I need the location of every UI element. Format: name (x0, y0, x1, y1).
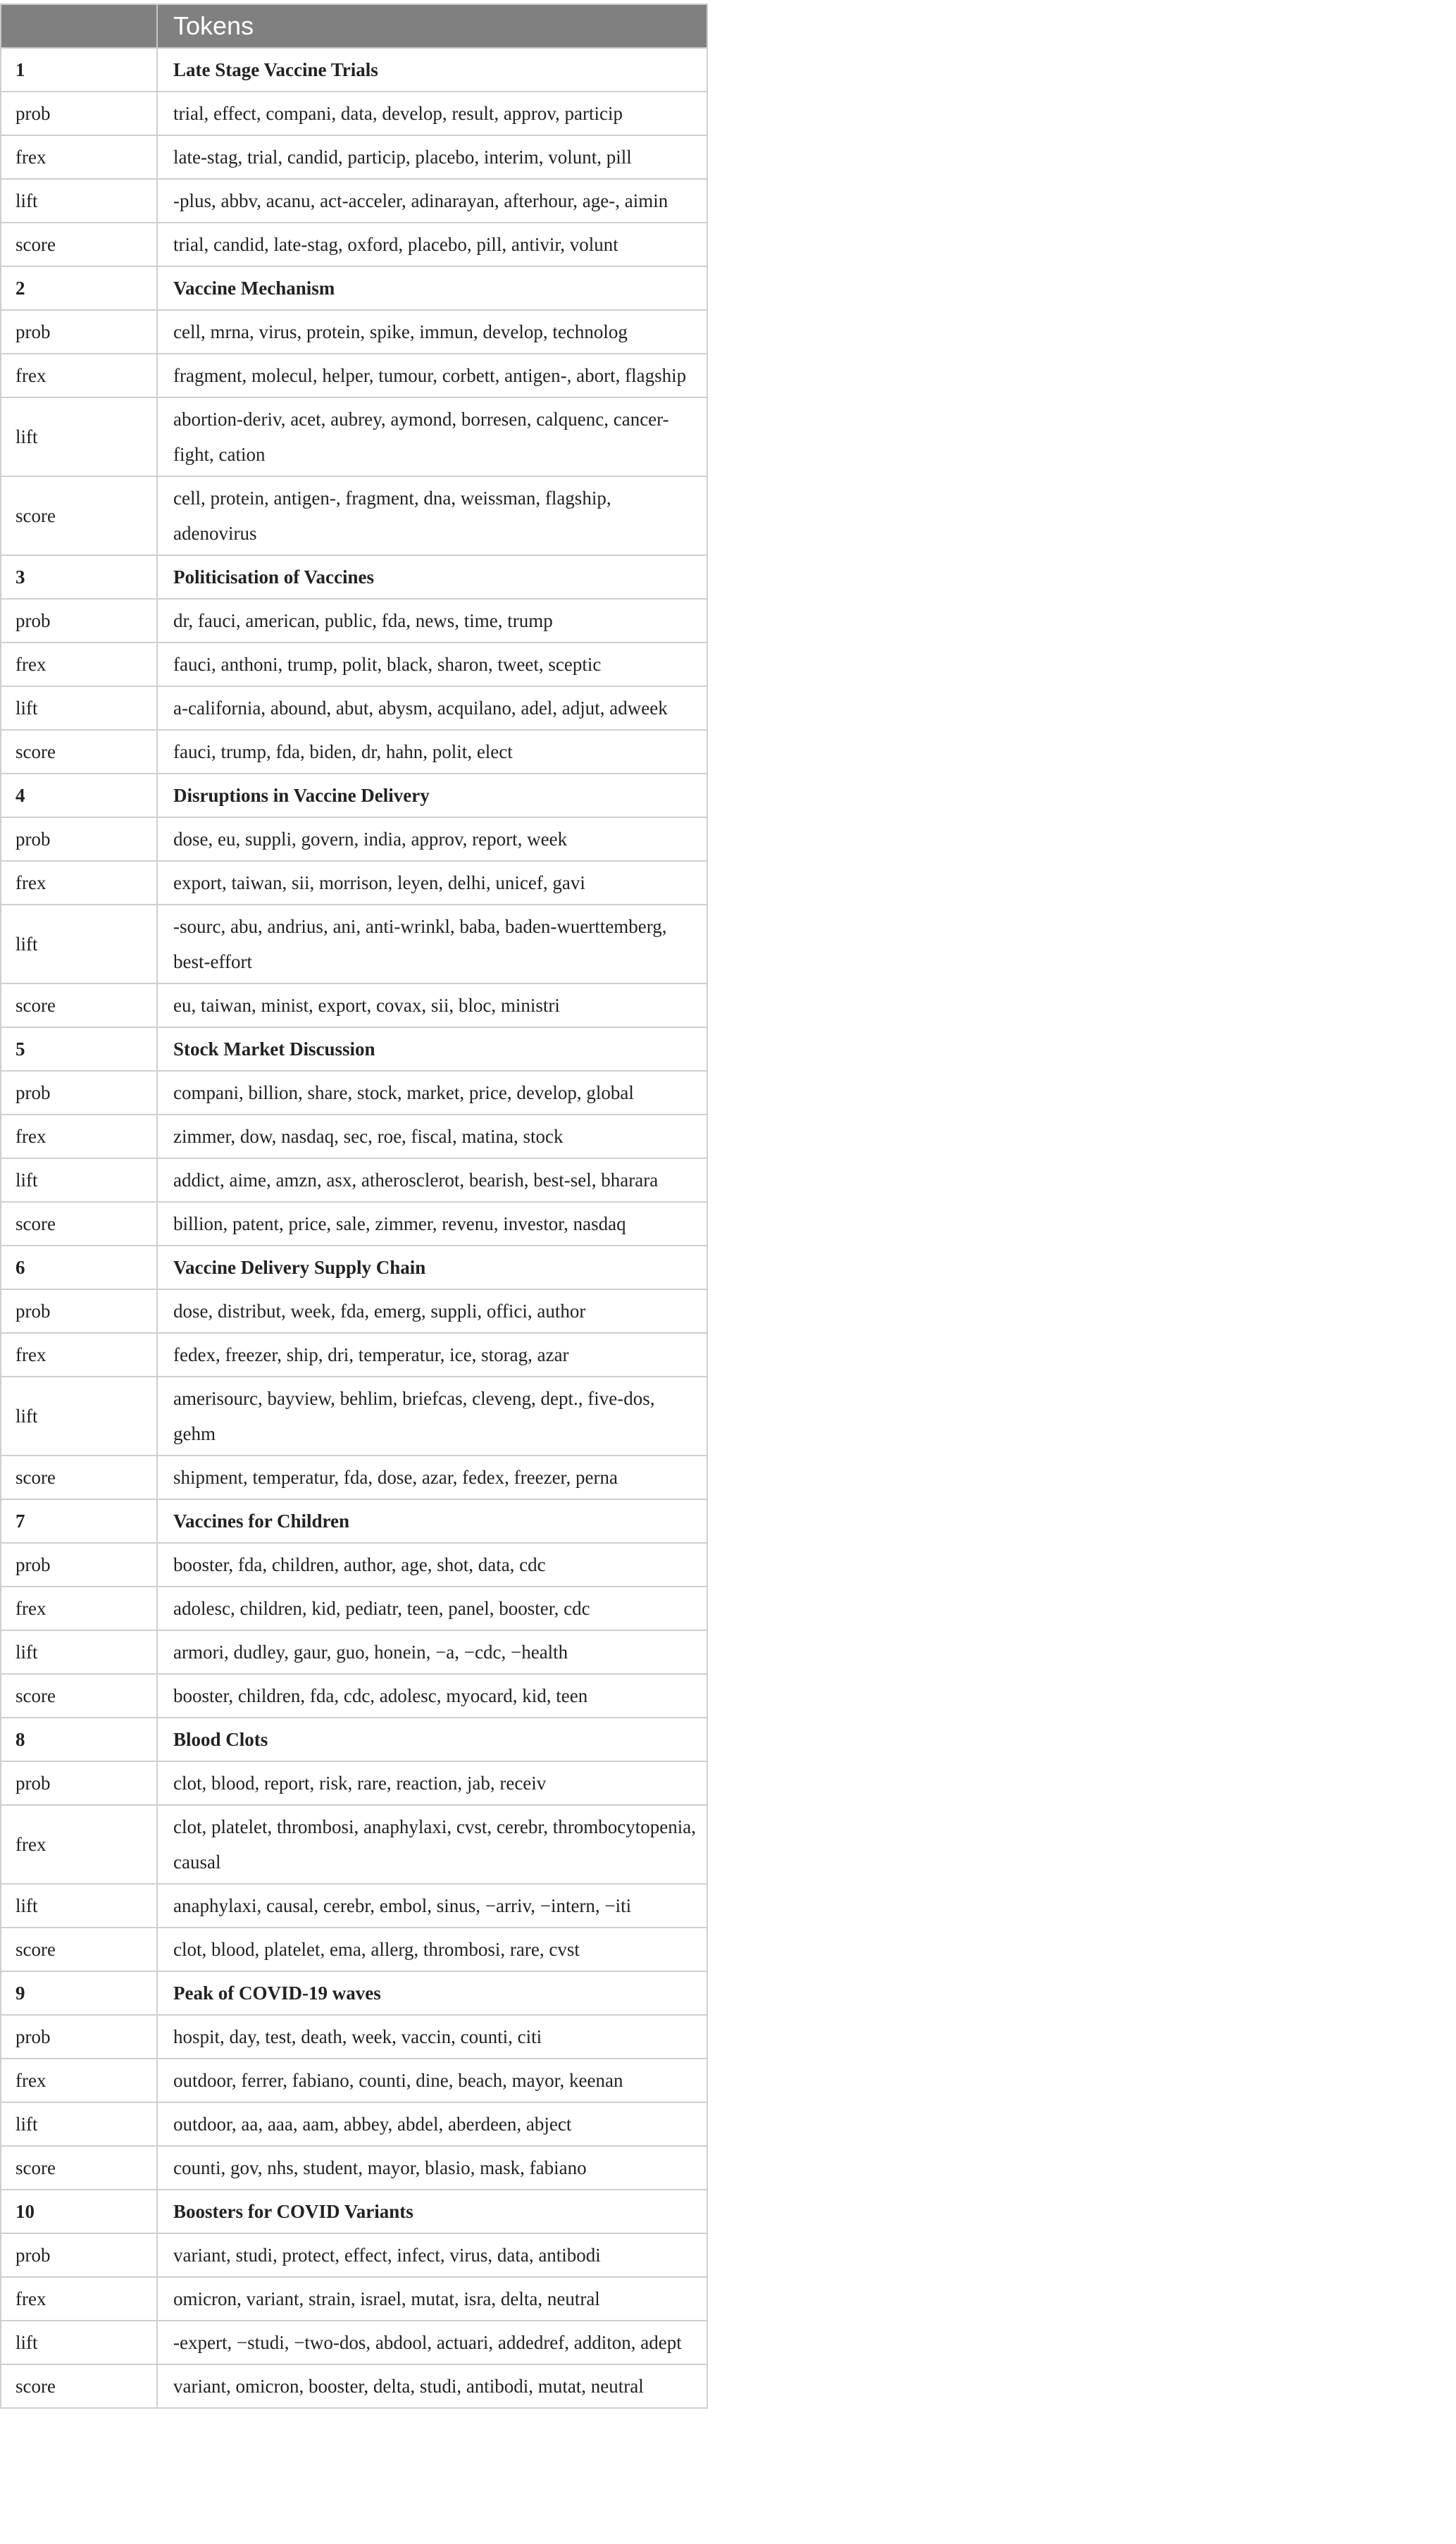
metric-label: prob (1, 92, 157, 135)
token-row (1, 2015, 707, 2059)
topic-number: 8 (1, 1718, 157, 1761)
topic-name: Peak of COVID-19 waves (157, 1971, 707, 2015)
token-row (1, 223, 707, 266)
token-row (1, 179, 707, 223)
metric-label: prob (1, 1543, 157, 1587)
token-row (1, 1289, 707, 1333)
metric-label: score (1, 2146, 157, 2190)
token-row (1, 2321, 707, 2364)
metric-label: score (1, 223, 157, 266)
token-list: compani, billion, share, stock, market, price, develop, global (157, 1071, 707, 1115)
topic-token-table (0, 4, 708, 2409)
token-list: fauci, trump, fda, biden, dr, hahn, polit, elect (157, 730, 707, 774)
token-list: amerisourc, bayview, behlim, briefcas, cleveng, dept., five-dos, gehm (157, 1377, 707, 1456)
topic-name: Vaccine Mechanism (157, 266, 707, 310)
token-row (1, 686, 707, 730)
token-row (1, 2364, 707, 2408)
token-row (1, 1202, 707, 1246)
topic-name: Politicisation of Vaccines (157, 555, 707, 599)
token-row (1, 1158, 707, 1202)
metric-label: lift (1, 397, 157, 476)
metric-label: prob (1, 2233, 157, 2277)
token-list: -expert, −studi, −two-dos, abdool, actuari, addedref, additon, adept (157, 2321, 707, 2364)
token-list: shipment, temperatur, fda, dose, azar, fedex, freezer, perna (157, 1456, 707, 1499)
header-row (1, 4, 707, 48)
table-header (1, 4, 707, 48)
topic-row (1, 1718, 707, 1761)
metric-label: score (1, 2364, 157, 2408)
topic-number: 1 (1, 48, 157, 92)
token-list: -plus, abbv, acanu, act-acceler, adinarayan, afterhour, age-, aimin (157, 179, 707, 223)
token-row (1, 2102, 707, 2146)
topic-row (1, 1499, 707, 1543)
metric-label: prob (1, 1289, 157, 1333)
token-row (1, 1884, 707, 1928)
metric-label: frex (1, 643, 157, 686)
metric-label: score (1, 730, 157, 774)
token-list: abortion-deriv, acet, aubrey, aymond, borresen, calquenc, cancer-fight, cation (157, 397, 707, 476)
token-row (1, 817, 707, 861)
token-row (1, 730, 707, 774)
token-list: clot, blood, report, risk, rare, reaction, jab, receiv (157, 1761, 707, 1805)
metric-label: frex (1, 1805, 157, 1884)
token-row (1, 984, 707, 1027)
topic-name: Boosters for COVID Variants (157, 2190, 707, 2233)
token-list: variant, omicron, booster, delta, studi, antibodi, mutat, neutral (157, 2364, 707, 2408)
topic-number: 5 (1, 1027, 157, 1071)
metric-label: score (1, 1456, 157, 1499)
topic-name: Blood Clots (157, 1718, 707, 1761)
metric-label: lift (1, 179, 157, 223)
topic-number: 9 (1, 1971, 157, 2015)
token-list: zimmer, dow, nasdaq, sec, roe, fiscal, matina, stock (157, 1115, 707, 1158)
metric-label: score (1, 1202, 157, 1246)
topic-number: 7 (1, 1499, 157, 1543)
metric-label: lift (1, 1377, 157, 1456)
token-row (1, 476, 707, 555)
metric-label: lift (1, 905, 157, 984)
token-list: billion, patent, price, sale, zimmer, revenu, investor, nasdaq (157, 1202, 707, 1246)
topic-number: 10 (1, 2190, 157, 2233)
token-list: trial, effect, compani, data, develop, result, approv, particip (157, 92, 707, 135)
token-row (1, 2059, 707, 2102)
header-cell-label (1, 4, 157, 48)
token-list: dr, fauci, american, public, fda, news, time, trump (157, 599, 707, 643)
token-row (1, 1630, 707, 1674)
token-list: addict, aime, amzn, asx, atherosclerot, bearish, best-sel, bharara (157, 1158, 707, 1202)
token-row (1, 1071, 707, 1115)
token-list: variant, studi, protect, effect, infect, virus, data, antibodi (157, 2233, 707, 2277)
metric-label: prob (1, 2015, 157, 2059)
token-list: outdoor, aa, aaa, aam, abbey, abdel, aberdeen, abject (157, 2102, 707, 2146)
table-body (1, 48, 707, 2408)
metric-label: frex (1, 1115, 157, 1158)
metric-label: lift (1, 1158, 157, 1202)
metric-label: lift (1, 2321, 157, 2364)
metric-label: frex (1, 1333, 157, 1377)
metric-label: frex (1, 861, 157, 905)
topic-row (1, 1246, 707, 1289)
topic-number: 6 (1, 1246, 157, 1289)
topic-row (1, 1027, 707, 1071)
topic-row (1, 2190, 707, 2233)
topic-row (1, 774, 707, 817)
token-list: anaphylaxi, causal, cerebr, embol, sinus, −arriv, −intern, −iti (157, 1884, 707, 1928)
token-row (1, 1928, 707, 1971)
token-list: booster, children, fda, cdc, adolesc, myocard, kid, teen (157, 1674, 707, 1718)
token-row (1, 1761, 707, 1805)
token-list: export, taiwan, sii, morrison, leyen, delhi, unicef, gavi (157, 861, 707, 905)
token-list: late-stag, trial, candid, particip, placebo, interim, volunt, pill (157, 135, 707, 179)
token-list: -sourc, abu, andrius, ani, anti-wrinkl, baba, baden-wuerttemberg, best-effort (157, 905, 707, 984)
topic-row (1, 555, 707, 599)
token-row (1, 354, 707, 397)
token-list: fragment, molecul, helper, tumour, corbett, antigen-, abort, flagship (157, 354, 707, 397)
metric-label: score (1, 1928, 157, 1971)
metric-label: score (1, 1674, 157, 1718)
token-row (1, 1115, 707, 1158)
topic-row (1, 48, 707, 92)
metric-label: lift (1, 1630, 157, 1674)
token-row (1, 1674, 707, 1718)
token-list: cell, mrna, virus, protein, spike, immun, develop, technolog (157, 310, 707, 354)
topic-row (1, 266, 707, 310)
token-row (1, 1587, 707, 1630)
token-row (1, 2277, 707, 2321)
token-list: clot, blood, platelet, ema, allerg, thrombosi, rare, cvst (157, 1928, 707, 1971)
topic-row (1, 1971, 707, 2015)
metric-label: score (1, 984, 157, 1027)
token-list: eu, taiwan, minist, export, covax, sii, bloc, ministri (157, 984, 707, 1027)
token-row (1, 643, 707, 686)
token-row (1, 1333, 707, 1377)
metric-label: lift (1, 2102, 157, 2146)
token-list: trial, candid, late-stag, oxford, placebo, pill, antivir, volunt (157, 223, 707, 266)
token-list: booster, fda, children, author, age, shot, data, cdc (157, 1543, 707, 1587)
token-list: outdoor, ferrer, fabiano, counti, dine, beach, mayor, keenan (157, 2059, 707, 2102)
metric-label: prob (1, 1761, 157, 1805)
token-row (1, 905, 707, 984)
token-list: fedex, freezer, ship, dri, temperatur, ice, storag, azar (157, 1333, 707, 1377)
token-list: armori, dudley, gaur, guo, honein, −a, −cdc, −health (157, 1630, 707, 1674)
topic-number: 2 (1, 266, 157, 310)
metric-label: frex (1, 2277, 157, 2321)
topic-name: Vaccine Delivery Supply Chain (157, 1246, 707, 1289)
token-list: clot, platelet, thrombosi, anaphylaxi, cvst, cerebr, thrombocytopenia, causal (157, 1805, 707, 1884)
token-row (1, 2233, 707, 2277)
token-row (1, 1805, 707, 1884)
header-cell-tokens: Tokens (157, 4, 707, 48)
metric-label: prob (1, 310, 157, 354)
token-list: omicron, variant, strain, israel, mutat, isra, delta, neutral (157, 2277, 707, 2321)
metric-label: prob (1, 1071, 157, 1115)
token-list: fauci, anthoni, trump, polit, black, sharon, tweet, sceptic (157, 643, 707, 686)
metric-label: lift (1, 1884, 157, 1928)
metric-label: frex (1, 1587, 157, 1630)
token-list: adolesc, children, kid, pediatr, teen, panel, booster, cdc (157, 1587, 707, 1630)
metric-label: prob (1, 599, 157, 643)
token-list: cell, protein, antigen-, fragment, dna, weissman, flagship, adenovirus (157, 476, 707, 555)
metric-label: score (1, 476, 157, 555)
metric-label: prob (1, 817, 157, 861)
token-list: hospit, day, test, death, week, vaccin, counti, citi (157, 2015, 707, 2059)
token-row (1, 135, 707, 179)
token-row (1, 1456, 707, 1499)
token-row (1, 310, 707, 354)
topic-name: Stock Market Discussion (157, 1027, 707, 1071)
topic-number: 3 (1, 555, 157, 599)
metric-label: frex (1, 354, 157, 397)
token-list: dose, distribut, week, fda, emerg, suppli, offici, author (157, 1289, 707, 1333)
token-list: counti, gov, nhs, student, mayor, blasio, mask, fabiano (157, 2146, 707, 2190)
topic-name: Late Stage Vaccine Trials (157, 48, 707, 92)
topic-name: Disruptions in Vaccine Delivery (157, 774, 707, 817)
token-list: a-california, abound, abut, abysm, acquilano, adel, adjut, adweek (157, 686, 707, 730)
topic-number: 4 (1, 774, 157, 817)
topic-name: Vaccines for Children (157, 1499, 707, 1543)
token-row (1, 861, 707, 905)
token-list: dose, eu, suppli, govern, india, approv, report, week (157, 817, 707, 861)
token-row (1, 397, 707, 476)
token-row (1, 599, 707, 643)
token-row (1, 1377, 707, 1456)
token-row (1, 1543, 707, 1587)
token-row (1, 2146, 707, 2190)
metric-label: frex (1, 2059, 157, 2102)
metric-label: lift (1, 686, 157, 730)
metric-label: frex (1, 135, 157, 179)
token-row (1, 92, 707, 135)
